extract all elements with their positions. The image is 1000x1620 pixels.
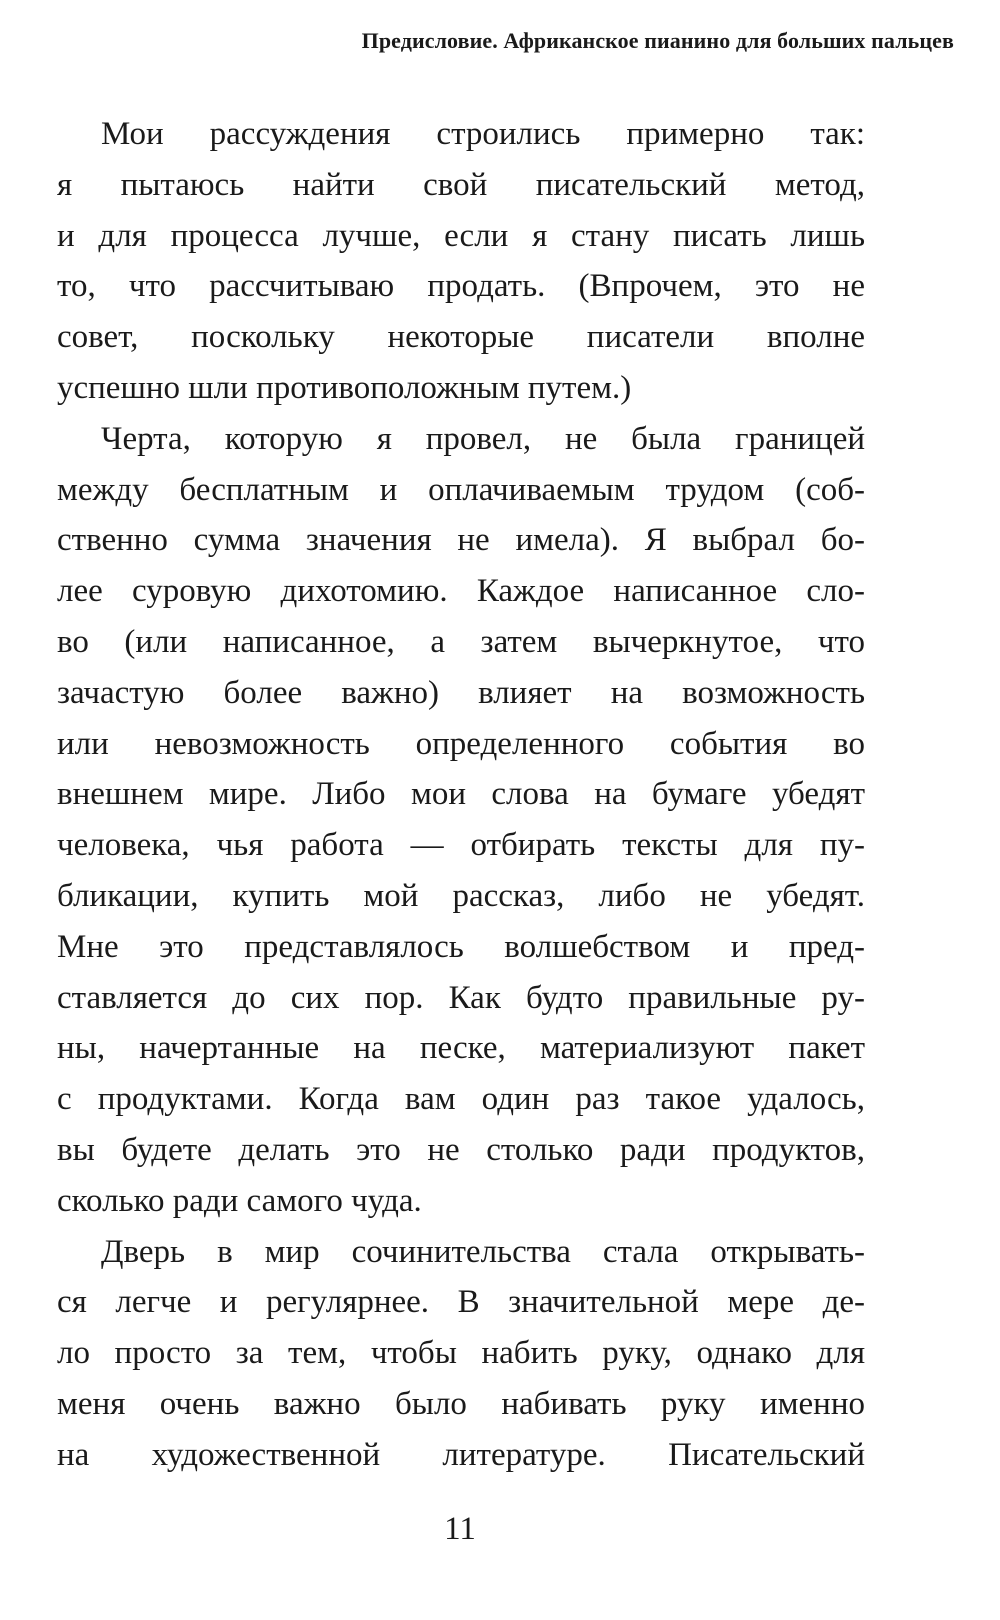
text-line: или невозможность определенного события во (57, 725, 865, 762)
page-number: 11 (444, 1511, 476, 1547)
text-line: ственно сумма значения не имела). Я выбрал бо- (57, 522, 865, 559)
text-line: совет, поскольку некоторые писатели вполне (57, 319, 865, 356)
body-text (57, 109, 865, 1481)
text-line: ставляется до сих пор. Как будто правильные ру- (57, 979, 865, 1016)
text-line: лее суровую дихотомию. Каждое написанное сло- (57, 573, 865, 610)
text-line: успешно шли противоположным путем.) (57, 369, 632, 406)
text-line: между бесплатным и оплачиваемым трудом (соб- (57, 471, 865, 508)
text-line: человека, чья работа — отбирать тексты для пу- (57, 827, 865, 864)
running-head: Предисловие. Африканское пианино для больших пальцев (361, 28, 954, 53)
text-line: Дверь в мир сочинительства стала открывать- (101, 1233, 865, 1270)
text-line: сколько ради самого чуда. (57, 1182, 422, 1219)
text-line: меня очень важно было набивать руку именно (57, 1385, 865, 1422)
text-line: Мои рассуждения строились примерно так: (101, 116, 865, 152)
text-line: то, что рассчитываю продать. (Впрочем, это не (57, 268, 865, 305)
text-line: я пытаюсь найти свой писательский метод, (57, 166, 865, 203)
text-line: вы будете делать это не столько ради продуктов, (57, 1131, 865, 1168)
paragraph (57, 414, 865, 1227)
text-line: на художественной литературе. Писательский (57, 1436, 865, 1473)
paragraph (57, 109, 865, 414)
text-line: внешнем мире. Либо мои слова на бумаге убедят (57, 776, 865, 813)
text-line: с продуктами. Когда вам один раз такое удалось, (57, 1081, 865, 1118)
text-line: ся легче и регулярнее. В значительной мере де- (57, 1284, 865, 1321)
text-line: ло просто за тем, чтобы набить руку, однако для (57, 1335, 865, 1372)
text-line: и для процесса лучше, если я стану писать лишь (57, 217, 865, 254)
text-line: бликации, купить мой рассказ, либо не убедят. (57, 877, 865, 914)
text-line: во (или написанное, а затем вычеркнутое, что (57, 623, 865, 660)
text-line: ны, начертанные на песке, материализуют пакет (57, 1030, 865, 1067)
text-line: зачастую более важно) влияет на возможность (57, 674, 865, 711)
text-line: Мне это представлялось волшебством и пред- (57, 928, 865, 965)
paragraph (57, 1227, 865, 1481)
text-line: Черта, которую я провел, не была границей (101, 420, 865, 457)
